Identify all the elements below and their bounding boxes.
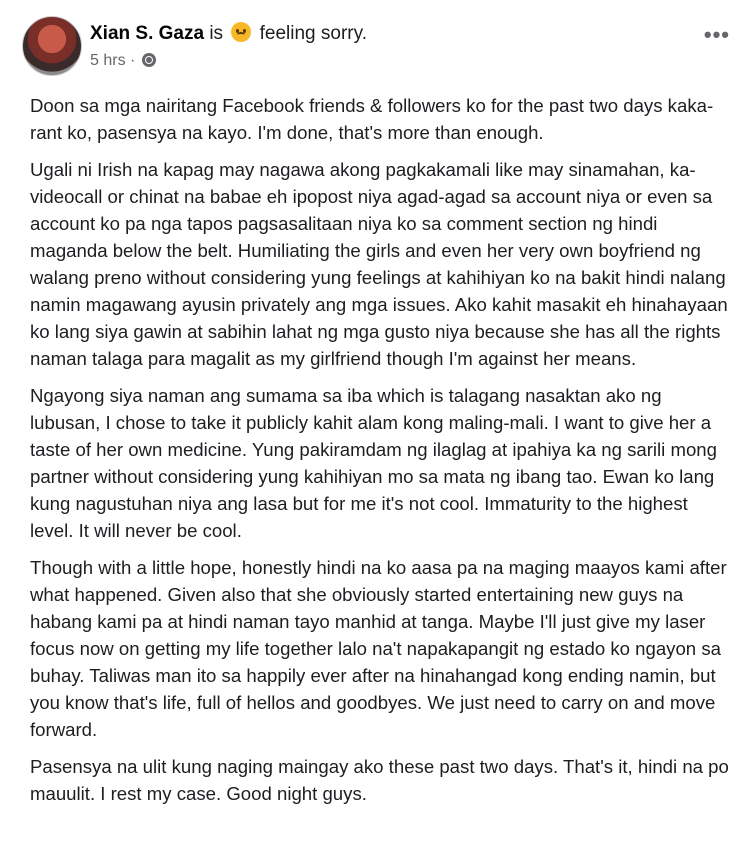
timestamp[interactable]: 5 hrs (90, 52, 126, 69)
post-body (30, 92, 730, 817)
post-paragraph-1: Doon sa mga nairitang Facebook friends & followers ko for the past two days kaka-rant ko, pasensya na kayo. I'm done, that's more than enough. (30, 95, 714, 143)
avatar[interactable] (22, 16, 82, 76)
more-icon[interactable]: ••• (703, 22, 730, 47)
meta-separator: · (130, 52, 136, 69)
feeling-prefix: is (209, 23, 224, 44)
sad-face-icon (231, 22, 251, 42)
post-paragraph-5: Pasensya na ulit kung naging maingay ako these past two days. That's it, hindi na po mauulit. I rest my case. Good night guys. (30, 756, 729, 804)
feeling-text: feeling sorry. (259, 23, 367, 44)
post-paragraph-3: Ngayong siya naman ang sumama sa iba which is talagang nasaktan ako ng lubusan, I chose to take it publicly kahit alam kong maling-mali. I want to give her a taste of her own medicine. Yung pakiramdam ng ilaglag at ipahiya ka ng sarili mong partner without considering yung kahihiyan mo sa mata ng ibang tao. Ewan ko lang kung nagustuhan niya ang lasa but for me it's not cool. Immaturity to the highest level. It will never be cool. (30, 385, 717, 541)
post-paragraph-4: Though with a little hope, honestly hindi na ko aasa pa na maging maayos kami after what happened. Given also that she obviously started entertaining new guys na habang kami pa at hindi naman tayo manhid at tanga. Maybe I'll just give my laser focus now on getting my life together lalo na't napakapangit ng estado ko ngayon sa buhay. Taliwas man ito sa happily ever after na hinahangad kong ending namin, but you know that's life, full of hellos and goodbyes. We just need to carry on and move forward. (30, 557, 727, 740)
author-name[interactable]: Xian S. Gaza (90, 23, 205, 44)
globe-icon[interactable] (142, 53, 156, 67)
post-paragraph-2: Ugali ni Irish na kapag may nagawa akong pagkakamali like may sinamahan, ka-videocall or chinat na babae eh ipopost niya agad-agad sa account niya or even sa account ko pa nga tapos pagsasalitaan niya ko sa comment section ng hindi maganda below the belt. Humiliating the girls and even her very own boyfriend ng walang preno without considering yung feelings at kahihiyan ko na bakit hindi nalang namin magawang ayusin privately ang mga issues. Ako kahit masakit eh hinahayaan ko lang siya gawin at sabihin lahat ng mga gusto niya because she has all the rights naman talaga para magalit as my girlfriend though I'm against her means. (30, 159, 728, 369)
post-header (22, 10, 730, 80)
author-line (90, 22, 367, 45)
post-meta (90, 52, 156, 70)
